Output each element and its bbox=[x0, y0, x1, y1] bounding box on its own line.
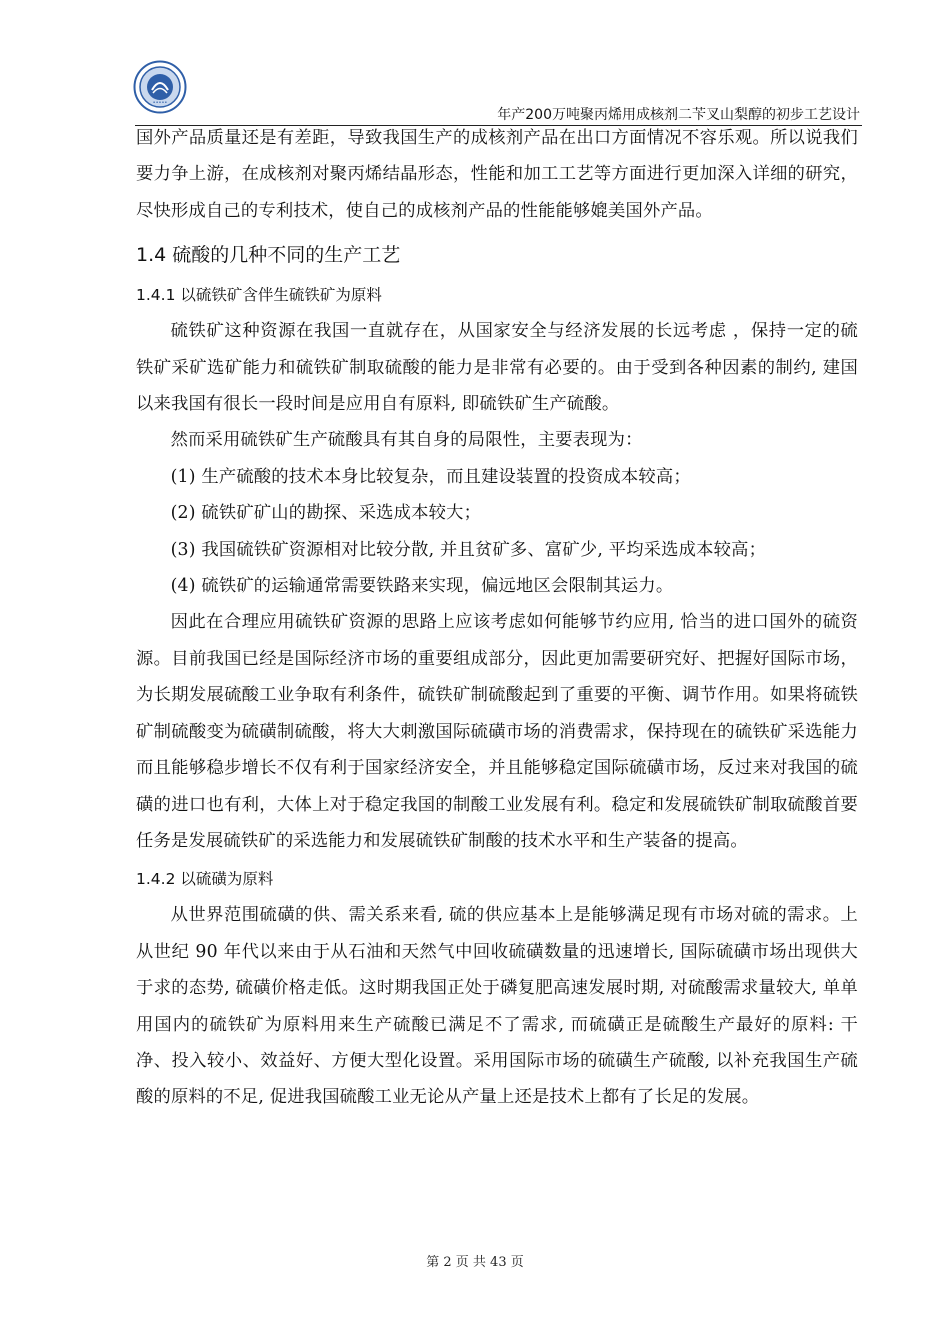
svg-text:•••••: ••••• bbox=[152, 100, 168, 106]
list-item: (1) 生产硫酸的技术本身比较复杂，而且建设装置的投资成本较高； bbox=[170, 466, 691, 487]
university-seal-icon bbox=[133, 60, 187, 114]
subsection-heading-1-4-2: 1.4.2 以硫磺为原料 bbox=[136, 870, 274, 889]
section-heading-1-4: 1.4 硫酸的几种不同的生产工艺 bbox=[136, 244, 401, 267]
paragraph: 硫铁矿这种资源在我国一直就存在，从国家安全与经济发展的长远考虑 ，保持一定的硫铁矿采矿选矿能力和硫铁矿制取硫酸的能力是非常有必要的。由于受到各种因素的制约, 建国以来我国有很长一段时间是应用自有原料, 即硫铁矿生产硫酸。 bbox=[136, 321, 858, 415]
document-body bbox=[136, 120, 858, 1116]
paragraph: 从世界范围硫磺的供、需关系来看, 硫的供应基本上是能够满足现有市场对硫的需求。上从世纪 90 年代以来由于从石油和天然气中回收硫磺数量的迅速增长, 国际硫磺市场出现供大于求的态势, 硫磺价格走低。这时期我国正处于磷复肥高速发展时期, 对硫酸需求量较大, 单单用国内的硫铁矿为原料用来生产硫酸已满足不了需求, 而硫磺正是硫酸生产最好的原料: 干净、投入较小、效益好、方便大型化设置。采用国际市场的硫磺生产硫酸, 以补充我国生产硫酸的原料的不足, 促进我国硫酸工业无论从产量上还是技术上都有了长足的发展。 bbox=[136, 905, 858, 1108]
list-item: (2) 硫铁矿矿山的勘探、采选成本较大； bbox=[170, 503, 482, 524]
paragraph: 然而采用硫铁矿生产硫酸具有其自身的局限性，主要表现为： bbox=[170, 430, 643, 451]
list-item: (3) 我国硫铁矿资源相对比较分散, 并且贫矿多、富矿少, 平均采选成本较高； bbox=[170, 539, 767, 560]
list-item: (4) 硫铁矿的运输通常需要铁路来实现，偏远地区会限制其运力。 bbox=[170, 576, 674, 597]
intro-paragraph: 国外产品质量还是有差距，导致我国生产的成核剂产品在出口方面情况不容乐观。所以说我们要力争上游，在成核剂对聚丙烯结晶形态，性能和加工工艺等方面进行更加深入详细的研究，尽快形成自己的专利技术，使自己的成核剂产品的性能能够媲美国外产品。 bbox=[136, 128, 858, 221]
running-header-title: 年产200万吨聚丙烯用成核剂二苄叉山梨醇的初步工艺设计 bbox=[497, 107, 860, 123]
subsection-heading-1-4-1: 1.4.1 以硫铁矿含伴生硫铁矿为原料 bbox=[136, 286, 382, 305]
paragraph: 因此在合理应用硫铁矿资源的思路上应该考虑如何能够节约应用, 恰当的进口国外的硫资源。目前我国已经是国际经济市场的重要组成部分，因此更加需要研究好、把握好国际市场，为长期发展硫酸工业争取有利条件，硫铁矿制硫酸起到了重要的平衡、调节作用。如果将硫铁矿制硫酸变为硫磺制硫酸，将大大刺激国际硫磺市场的消费需求，保持现在的硫铁矿采选能力而且能够稳步增长不仅有利于国家经济安全，并且能够稳定国际硫磺市场，反过来对我国的硫磺的进口也有利，大体上对于稳定我国的制酸工业发展有利。稳定和发展硫铁矿制取硫酸首要任务是发展硫铁矿的采选能力和发展硫铁矿制酸的技术水平和生产装备的提高。 bbox=[136, 612, 858, 851]
page-number-footer: 第 2 页 共 43 页 bbox=[426, 1255, 524, 1270]
